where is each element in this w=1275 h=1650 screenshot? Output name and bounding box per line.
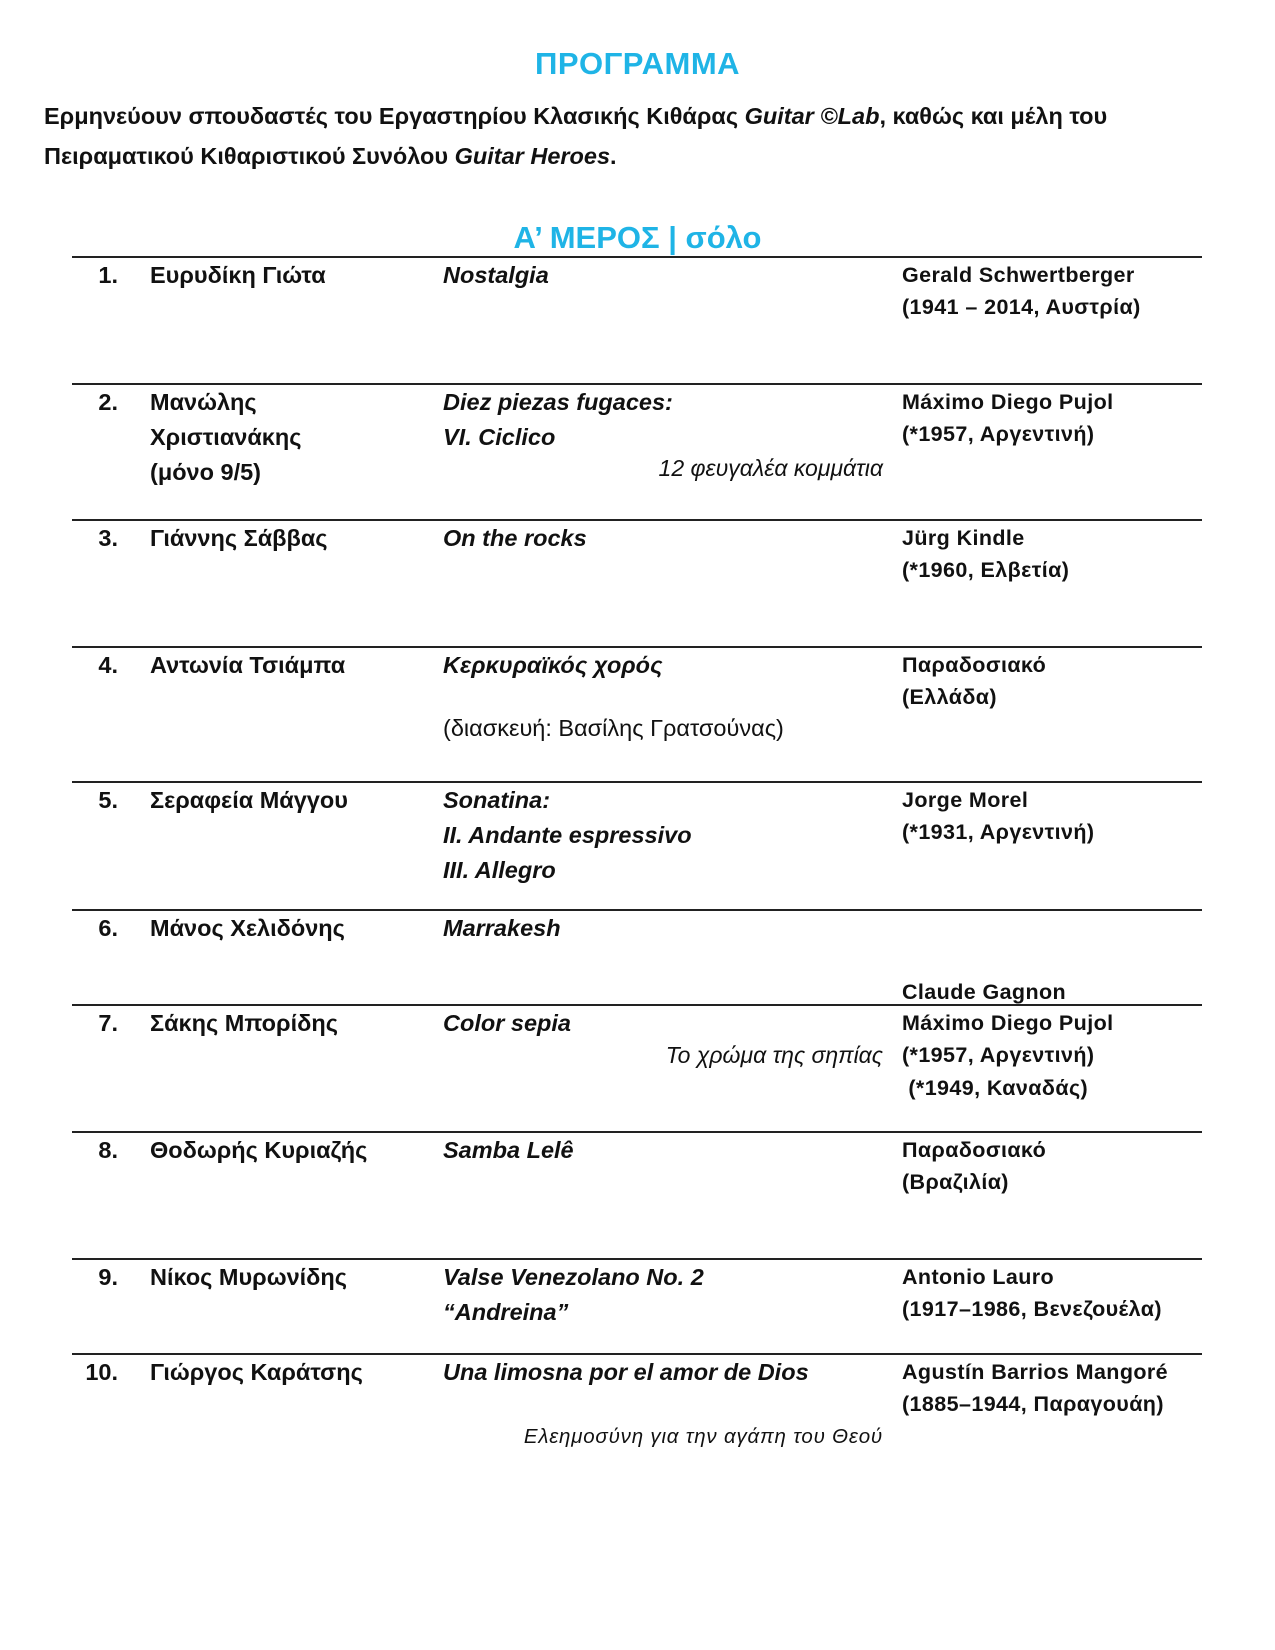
intro-text-2: , καθώς και μέλη του Πειραματικού Κιθαριστικού Συνόλου xyxy=(44,103,1108,169)
intro-text-3: . xyxy=(610,143,617,169)
performer-line: Θοδωρής Κυριαζής xyxy=(150,1137,368,1163)
performer-line: Γιώργος Καράτσης xyxy=(150,1359,363,1385)
entry-number: 3. xyxy=(98,525,118,551)
composer-dates: (*1931, Αργεντινή) xyxy=(902,820,1095,844)
composer-name: Παραδοσιακό xyxy=(902,653,1047,677)
composer-dates: (*1957, Αργεντινή) xyxy=(902,422,1095,446)
composer-info xyxy=(902,649,1232,713)
ensemble-name-guitar-heroes: Guitar Heroes xyxy=(454,143,611,169)
performer-line: Αντωνία Τσιάμπα xyxy=(150,652,346,678)
intro-text-1: Ερμηνεύουν σπουδαστές του Εργαστηρίου Κλασικής Κιθάρας xyxy=(44,103,745,129)
entry-number: 10. xyxy=(85,1359,118,1385)
work-title xyxy=(443,1355,883,1390)
composer-dates: (*1957, Αργεντινή) xyxy=(902,1043,1095,1067)
performer-name xyxy=(150,1355,420,1390)
work-line: Samba Lelê xyxy=(443,1137,574,1163)
work-line: II. Andante espressivo xyxy=(443,822,692,848)
work-line: VI. Ciclico xyxy=(443,424,556,450)
composer-info xyxy=(902,1356,1232,1420)
work-title xyxy=(443,911,883,946)
composer-info xyxy=(902,784,1232,848)
part-a-heading: Α’ ΜΕΡΟΣ | σόλο xyxy=(513,220,762,255)
composer-info xyxy=(902,522,1232,586)
work-line: Color sepia xyxy=(443,1010,571,1036)
composer-info xyxy=(902,1261,1232,1325)
composer-info xyxy=(902,259,1232,323)
ensemble-name-guitar-lab: Guitar ©Lab xyxy=(744,103,880,129)
work-line: Marrakesh xyxy=(443,915,561,941)
performer-line: Μάνος Χελιδόνης xyxy=(150,915,345,941)
work-line: Diez piezas fugaces: xyxy=(443,389,673,415)
performer-line: Ευρυδίκη Γιώτα xyxy=(150,262,326,288)
work-line: On the rocks xyxy=(443,525,587,551)
composer-name: Claude Gagnon xyxy=(902,980,1067,1004)
composer-name: Gerald Schwertberger xyxy=(902,263,1135,287)
entry-number: 4. xyxy=(98,652,118,678)
entry-number: 8. xyxy=(98,1137,118,1163)
work-title xyxy=(443,783,883,888)
performer-name xyxy=(150,911,420,946)
performer-name xyxy=(150,648,420,683)
work-translation: Ελεημοσύνη για την αγάπη του Θεού xyxy=(523,1425,883,1448)
entry-number: 1. xyxy=(98,262,118,288)
composer-name: Παραδοσιακό xyxy=(902,1138,1047,1162)
composer-name: Jürg Kindle xyxy=(902,526,1025,550)
work-line: Nostalgia xyxy=(443,262,549,288)
work-line: Κερκυραϊκός χορός xyxy=(443,652,663,678)
performer-name xyxy=(150,521,420,556)
composer-dates: (*1949, Καναδάς) xyxy=(902,1076,1089,1100)
performer-line: Σάκης Μπορίδης xyxy=(150,1010,338,1036)
composer-dates: (1885–1944, Παραγουάη) xyxy=(902,1392,1164,1416)
composer-dates: (1941 – 2014, Αυστρία) xyxy=(902,295,1141,319)
arrangement-credit: (διασκευή: Βασίλης Γρατσούνας) xyxy=(443,715,784,741)
work-title xyxy=(443,521,883,556)
composer-name: Máximo Diego Pujol xyxy=(902,390,1114,414)
work-translation: 12 φευγαλέα κομμάτια xyxy=(658,455,883,481)
performer-name xyxy=(150,1260,420,1295)
performer-line: Γιάννης Σάββας xyxy=(150,525,328,551)
composer-name: Máximo Diego Pujol xyxy=(902,1011,1114,1035)
composer-info xyxy=(902,1134,1232,1198)
work-title xyxy=(443,648,883,683)
performer-name xyxy=(150,385,420,490)
performer-note: (μόνο 9/5) xyxy=(150,459,262,485)
entry-number: 2. xyxy=(98,389,118,415)
work-title xyxy=(443,385,883,455)
composer-info xyxy=(902,386,1232,450)
composer-dates: (Βραζιλία) xyxy=(902,1170,1009,1194)
performer-name xyxy=(150,1006,420,1041)
entry-number: 7. xyxy=(98,1010,118,1036)
work-title xyxy=(443,258,883,293)
work-title xyxy=(443,1260,883,1330)
intro-paragraph xyxy=(44,96,1234,176)
work-translation: Το χρώμα της σηπίας xyxy=(665,1042,883,1068)
composer-info xyxy=(902,1007,1232,1071)
entry-number: 6. xyxy=(98,915,118,941)
work-line: Una limosna por el amor de Dios xyxy=(443,1359,809,1385)
composer-name: Antonio Lauro xyxy=(902,1265,1055,1289)
composer-name: Jorge Morel xyxy=(902,788,1029,812)
entry-number: 9. xyxy=(98,1264,118,1290)
work-title xyxy=(443,1006,883,1041)
work-line: “Andreina” xyxy=(443,1299,569,1325)
page-title: ΠΡΟΓΡΑΜΜΑ xyxy=(534,46,741,81)
composer-dates: (*1960, Ελβετία) xyxy=(902,558,1070,582)
work-line: Valse Venezolano No. 2 xyxy=(443,1264,704,1290)
composer-dates: (Ελλάδα) xyxy=(902,685,997,709)
entry-number: 5. xyxy=(98,787,118,813)
performer-line: Μανώλης xyxy=(150,389,257,415)
work-line: III. Allegro xyxy=(443,857,556,883)
performer-name xyxy=(150,258,420,293)
performer-name xyxy=(150,783,420,818)
performer-name xyxy=(150,1133,420,1168)
work-line: Sonatina: xyxy=(443,787,551,813)
performer-line: Σεραφεία Μάγγου xyxy=(150,787,348,813)
performer-line: Νίκος Μυρωνίδης xyxy=(150,1264,347,1290)
work-title xyxy=(443,1133,883,1168)
composer-name: Agustín Barrios Mangoré xyxy=(902,1360,1169,1384)
composer-dates: (1917–1986, Βενεζουέλα) xyxy=(902,1297,1162,1321)
performer-line: Χριστιανάκης xyxy=(150,424,302,450)
